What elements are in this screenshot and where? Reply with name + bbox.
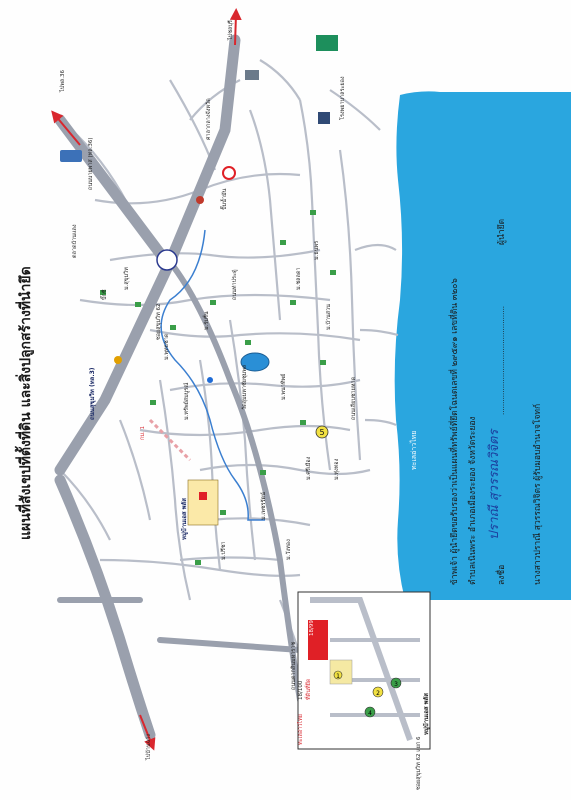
road-coast: ถนนเลียบชายหาด: [351, 376, 357, 420]
building-icon: [245, 70, 259, 80]
inset-area-note: ที่ดินที่ยึด: [306, 678, 312, 700]
landmark-icons: [60, 35, 338, 383]
svg-text:ม.พนาทิพย์: ม.พนาทิพย์: [281, 373, 287, 400]
signature: ปราณี สุวรรณวิจิตร: [487, 429, 502, 540]
svg-text:ม.ศรีเมือง: ม.ศรีเมือง: [306, 456, 312, 480]
svg-text:4: 4: [368, 710, 372, 717]
inset-note: ซอยสุขุมวิท 62 แยก 6: [416, 736, 422, 790]
cert-line1: ข้าพเจ้า ผู้นำยึดขอรับรองว่าเป็นแผนที่ทรัพย์ที่ยึดโฉนดเลขที่ ๒๙๕๙๑ เลขที่ดิน ๓๒๐๖: [450, 278, 460, 585]
svg-text:ม.ร่มรื่น: ม.ร่มรื่น: [204, 311, 210, 330]
inset-map: [297, 592, 431, 790]
page-title: แผนที่สังเขปที่ตั้งที่ดิน และสิ่งปลูกสร้างที่นำยึด: [18, 266, 34, 540]
cert-line2: ตำบลเนินพระ อำเภอเมืองระยอง จังหวัดระยอง: [468, 416, 478, 585]
cert-dots: .................................................: [498, 305, 506, 415]
property-area: [188, 480, 218, 525]
svg-text:ม.ปรีชา: ม.ปรีชา: [221, 541, 227, 560]
road-bypass: ถนนบายพาส (ทล.36): [88, 137, 94, 190]
inset-north: ทะเลอ่าวไทย: [298, 714, 304, 745]
svg-text:ปั๊มน้ำมัน: ปั๊มน้ำมัน: [222, 188, 228, 210]
inset-lot2: 18/100: [298, 680, 304, 700]
svg-text:3: 3: [394, 681, 398, 688]
svg-text:ศาลากลางจังหวัด: ศาลากลางจังหวัด: [206, 98, 212, 140]
svg-text:บิ๊กซี: บิ๊กซี: [102, 289, 108, 300]
temple-icon: [196, 196, 204, 204]
svg-text:ม.วังทอง: ม.วังทอง: [286, 539, 292, 560]
svg-text:ม.ธนพร: ม.ธนพร: [314, 240, 320, 260]
cert-sign-suffix: ผู้นำยึด: [497, 218, 507, 245]
svg-text:ม.ชลลดา: ม.ชลลดา: [296, 267, 302, 290]
svg-text:ตลาดบ้านแลง: ตลาดบ้านแลง: [72, 224, 78, 258]
esso-icon: [223, 167, 235, 179]
svg-text:ม.พุทธชาด: ม.พุทธชาด: [164, 333, 170, 360]
arrow-top: [235, 14, 236, 45]
svg-text:วัดลุ่มมหาชัยชุมพล: วัดลุ่มมหาชัยชุมพล: [242, 364, 248, 410]
road-taksin: ถนนตากสินมหาราช: [291, 641, 297, 690]
svg-text:ม.สุขุมวิท: ม.สุขุมวิท: [124, 267, 130, 290]
direction-top: ไปชลบุรี: [228, 20, 234, 40]
road-km: กม. 1: [140, 426, 146, 440]
svg-text:ม.บ้านสวน: ม.บ้านสวน: [326, 304, 332, 330]
svg-text:โรงพยาบาลระยอง: โรงพยาบาลระยอง: [340, 76, 346, 120]
svg-text:ม.ทรัพย์สมบูรณ์: ม.ทรัพย์สมบูรณ์: [184, 382, 190, 420]
svg-text:2: 2: [376, 690, 380, 697]
inset-lot1: 18/99: [309, 620, 315, 636]
road-sukhumvit: ถนนสุขุมวิท (ทล.3): [89, 367, 96, 420]
road-soi: ซอยสุขุมวิท 62: [156, 303, 162, 340]
property-marker: [199, 492, 207, 500]
government-icon: [207, 377, 213, 383]
cert-name-line: นางสาวปราณี สุวรรณวิจิตร ผู้รับมอบอำนาจโจทก์: [533, 403, 543, 585]
arrow-top-left: [55, 115, 80, 145]
roundabout: [157, 250, 177, 270]
road-tha: ถนนท่าประดู่: [232, 269, 238, 300]
sea-area: [395, 91, 571, 600]
sea-label: ทะเลอ่าวไทย: [410, 430, 418, 470]
svg-text:หมู่บ้านเอส พลัส: หมู่บ้านเอส พลัส: [181, 498, 188, 540]
shell-station-icon: [114, 356, 122, 364]
svg-text:ม.ทุ่งทอง: ม.ทุ่งทอง: [334, 458, 340, 480]
svg-text:1: 1: [336, 673, 340, 680]
park-icon: [316, 35, 338, 51]
svg-text:ม.เพชรรัตน์: ม.เพชรรัตน์: [261, 492, 267, 520]
marker-5-label: 5: [319, 428, 325, 437]
cert-sign-prefix: ลงชื่อ: [497, 564, 507, 585]
inset-title: หมู่บ้านเอส พลัส: [423, 693, 430, 735]
direction-top-left: ไปพล.36: [60, 70, 66, 92]
direction-bottom-left: ไปบ้านฉาง: [146, 733, 152, 760]
hospital-icon: [318, 112, 330, 124]
bus-icon: [60, 150, 82, 162]
